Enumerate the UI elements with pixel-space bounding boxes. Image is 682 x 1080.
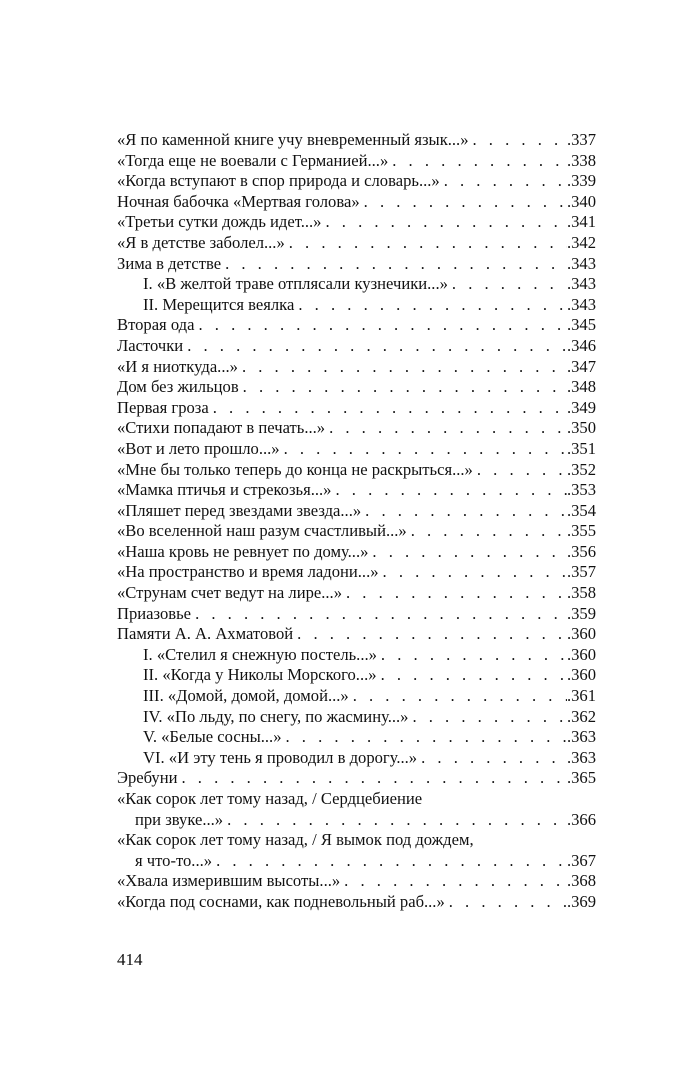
toc-entry-page: .355 [566, 521, 596, 541]
toc-entry [117, 171, 596, 192]
toc-entry-page: .353 [566, 480, 596, 500]
dot-leader [377, 665, 567, 686]
toc-entry-page: .356 [566, 541, 596, 561]
dot-leader [331, 480, 566, 501]
dot-leader [408, 707, 567, 728]
dot-leader [377, 645, 567, 666]
toc-entry [117, 768, 596, 789]
toc-entry-title: «Мамка птичья и стрекозья...» [117, 480, 332, 500]
toc-entry-title: «Пляшет перед звездами звезда...» [117, 500, 362, 520]
toc-entry [117, 604, 596, 625]
toc-entry-title: «Хвала измерившим высоты...» [117, 871, 341, 891]
toc-entry-title: II. Мерещится веялка [143, 294, 295, 314]
dot-leader [321, 212, 566, 233]
toc-entry-title: V. «Белые сосны...» [143, 727, 282, 747]
dot-leader [469, 130, 567, 151]
toc-entry-title: Первая гроза [117, 397, 209, 417]
toc-entry-page: .359 [566, 603, 596, 623]
toc-entry-title: Зима в детстве [117, 253, 222, 273]
toc-entry [117, 583, 596, 604]
table-of-contents [117, 130, 596, 913]
toc-entry-title: Приазовье [117, 603, 192, 623]
toc-entry-page: .343 [566, 294, 596, 314]
toc-entry [117, 192, 596, 213]
toc-subentry [117, 645, 596, 666]
toc-entry-page: .354 [566, 500, 596, 520]
toc-entry-page: .349 [566, 397, 596, 417]
dot-leader [183, 336, 567, 357]
toc-entry-page: .352 [566, 459, 596, 479]
toc-subentry [117, 295, 596, 316]
dot-leader [191, 604, 567, 625]
toc-entry [117, 892, 596, 913]
toc-entry-title: «И я ниоткуда...» [117, 356, 238, 376]
toc-entry [117, 480, 596, 501]
dot-leader [342, 583, 567, 604]
toc-entry [117, 871, 596, 892]
toc-entry-page: .368 [566, 871, 596, 891]
toc-entry-title: I. «Стелил я снежную постель...» [143, 644, 377, 664]
toc-entry-page: .337 [566, 130, 596, 149]
toc-subentry [117, 707, 596, 728]
toc-entry [117, 315, 596, 336]
toc-entry [117, 336, 596, 357]
toc-entry-title-continuation: я что-то...» [135, 850, 213, 870]
toc-entry-title: «Мне бы только теперь до конца не раскрыться...» [117, 459, 473, 479]
toc-entry-page: .360 [566, 644, 596, 664]
dot-leader [285, 233, 567, 254]
toc-entry-title: «Наша кровь не ревнует по дому...» [117, 541, 369, 561]
dot-leader [360, 192, 567, 213]
toc-entry-page: .338 [566, 150, 596, 170]
toc-entry-page: .351 [566, 438, 596, 458]
toc-entry-title: «Струнам счет ведут на лире...» [117, 583, 342, 603]
toc-entry-page: .363 [566, 727, 596, 747]
toc-entry-page: .369 [566, 891, 596, 911]
dot-leader [238, 357, 567, 378]
toc-entry [117, 542, 596, 563]
toc-entry [117, 398, 596, 419]
toc-entry-page: .358 [566, 583, 596, 603]
dot-leader [349, 686, 567, 707]
toc-entry-title: Дом без жильцов [117, 377, 239, 397]
toc-entry-title: «Я по каменной книге учу вневременный язык...» [117, 130, 469, 149]
toc-entry-title: Эребуни [117, 768, 178, 788]
toc-entry-title: «Когда вступают в спор природа и словарь...» [117, 171, 440, 191]
toc-entry-title: «Я в детстве заболел...» [117, 232, 285, 252]
dot-leader [293, 624, 567, 645]
toc-subentry [117, 665, 596, 686]
toc-entry-page: .343 [566, 253, 596, 273]
toc-entry-page: .342 [566, 232, 596, 252]
toc-entry-title: IV. «По льду, по снегу, по жасмину...» [143, 706, 409, 726]
toc-entry-page: .366 [566, 809, 596, 829]
dot-leader [325, 418, 567, 439]
toc-entry [117, 377, 596, 398]
dot-leader [194, 315, 566, 336]
toc-entry-page: .343 [566, 274, 596, 294]
toc-subentry [117, 727, 596, 748]
toc-entry-page: .361 [566, 686, 596, 706]
toc-entry-page: .360 [566, 624, 596, 644]
dot-leader [368, 542, 567, 563]
toc-entry-multiline [117, 830, 596, 871]
toc-entry-title: «Как сорок лет тому назад, / Я вымок под дождем, [117, 830, 474, 850]
dot-leader [417, 748, 567, 769]
toc-entry-page: .340 [566, 191, 596, 211]
dot-leader [445, 892, 567, 913]
toc-entry-page: .348 [566, 377, 596, 397]
toc-entry [117, 501, 596, 522]
toc-entry-title: «Во вселенной наш разум счастливый...» [117, 521, 407, 541]
toc-entry-title: Ночная бабочка «Мертвая голова» [117, 191, 360, 211]
toc-entry [117, 151, 596, 172]
toc-subentry [117, 686, 596, 707]
dot-leader [223, 810, 567, 831]
toc-entry [117, 254, 596, 275]
page-number: 414 [117, 950, 143, 969]
toc-subentry [117, 748, 596, 769]
toc-entry [117, 130, 596, 151]
toc-entry-page: .362 [566, 706, 596, 726]
toc-entry-page: .347 [566, 356, 596, 376]
toc-entry-title: «Когда под соснами, как подневольный раб...» [117, 891, 445, 911]
toc-entry-page: .365 [566, 768, 596, 788]
toc-entry-title: Памяти А. А. Ахматовой [117, 624, 294, 644]
toc-entry-title: VI. «И эту тень я проводил в дорогу...» [143, 747, 418, 767]
dot-leader [440, 171, 567, 192]
toc-entry [117, 521, 596, 542]
toc-entry [117, 418, 596, 439]
dot-leader [282, 727, 567, 748]
toc-entry-page: .346 [566, 335, 596, 355]
toc-entry-page: .367 [566, 850, 596, 870]
toc-entry [117, 212, 596, 233]
toc-entry-page: .357 [566, 562, 596, 582]
toc-entry-title: III. «Домой, домой, домой...» [143, 686, 349, 706]
toc-entry-title: Вторая ода [117, 315, 195, 335]
toc-entry-title: «Третьи сутки дождь идет...» [117, 212, 322, 232]
toc-entry-page: .360 [566, 665, 596, 685]
dot-leader [340, 871, 567, 892]
toc-entry-title: «Стихи попадают в печать...» [117, 418, 326, 438]
dot-leader [239, 377, 567, 398]
dot-leader [209, 398, 567, 419]
toc-entry [117, 439, 596, 460]
dot-leader [177, 768, 566, 789]
toc-entry-title: «Вот и лето прошло...» [117, 438, 280, 458]
dot-leader [473, 460, 567, 481]
dot-leader [221, 254, 567, 275]
toc-entry [117, 357, 596, 378]
toc-entry [117, 624, 596, 645]
toc-entry-page: .363 [566, 747, 596, 767]
toc-entry-multiline [117, 789, 596, 830]
dot-leader [361, 501, 567, 522]
toc-entry-page: .345 [566, 315, 596, 335]
toc-entry-title: «Как сорок лет тому назад, / Сердцебиение [117, 789, 423, 808]
toc-entry-title: Ласточки [117, 335, 184, 355]
toc-entry-title: «На пространство и время ладони...» [117, 562, 379, 582]
toc-entry-page: .341 [566, 212, 596, 232]
toc-subentry [117, 274, 596, 295]
toc-entry [117, 562, 596, 583]
toc-entry-title-continuation: при звуке...» [135, 809, 224, 829]
toc-entry-title: I. «В желтой траве отплясали кузнечики...» [143, 274, 448, 294]
dot-leader [212, 851, 567, 872]
toc-entry-page: .350 [566, 418, 596, 438]
toc-entry [117, 460, 596, 481]
toc-entry-page: .339 [566, 171, 596, 191]
dot-leader [388, 151, 567, 172]
toc-entry [117, 233, 596, 254]
dot-leader [294, 295, 567, 316]
toc-entry-title: II. «Когда у Николы Морского...» [143, 665, 377, 685]
dot-leader [280, 439, 567, 460]
dot-leader [448, 274, 567, 295]
dot-leader [407, 521, 567, 542]
toc-entry-title: «Тогда еще не воевали с Германией...» [117, 150, 389, 170]
dot-leader [379, 562, 567, 583]
